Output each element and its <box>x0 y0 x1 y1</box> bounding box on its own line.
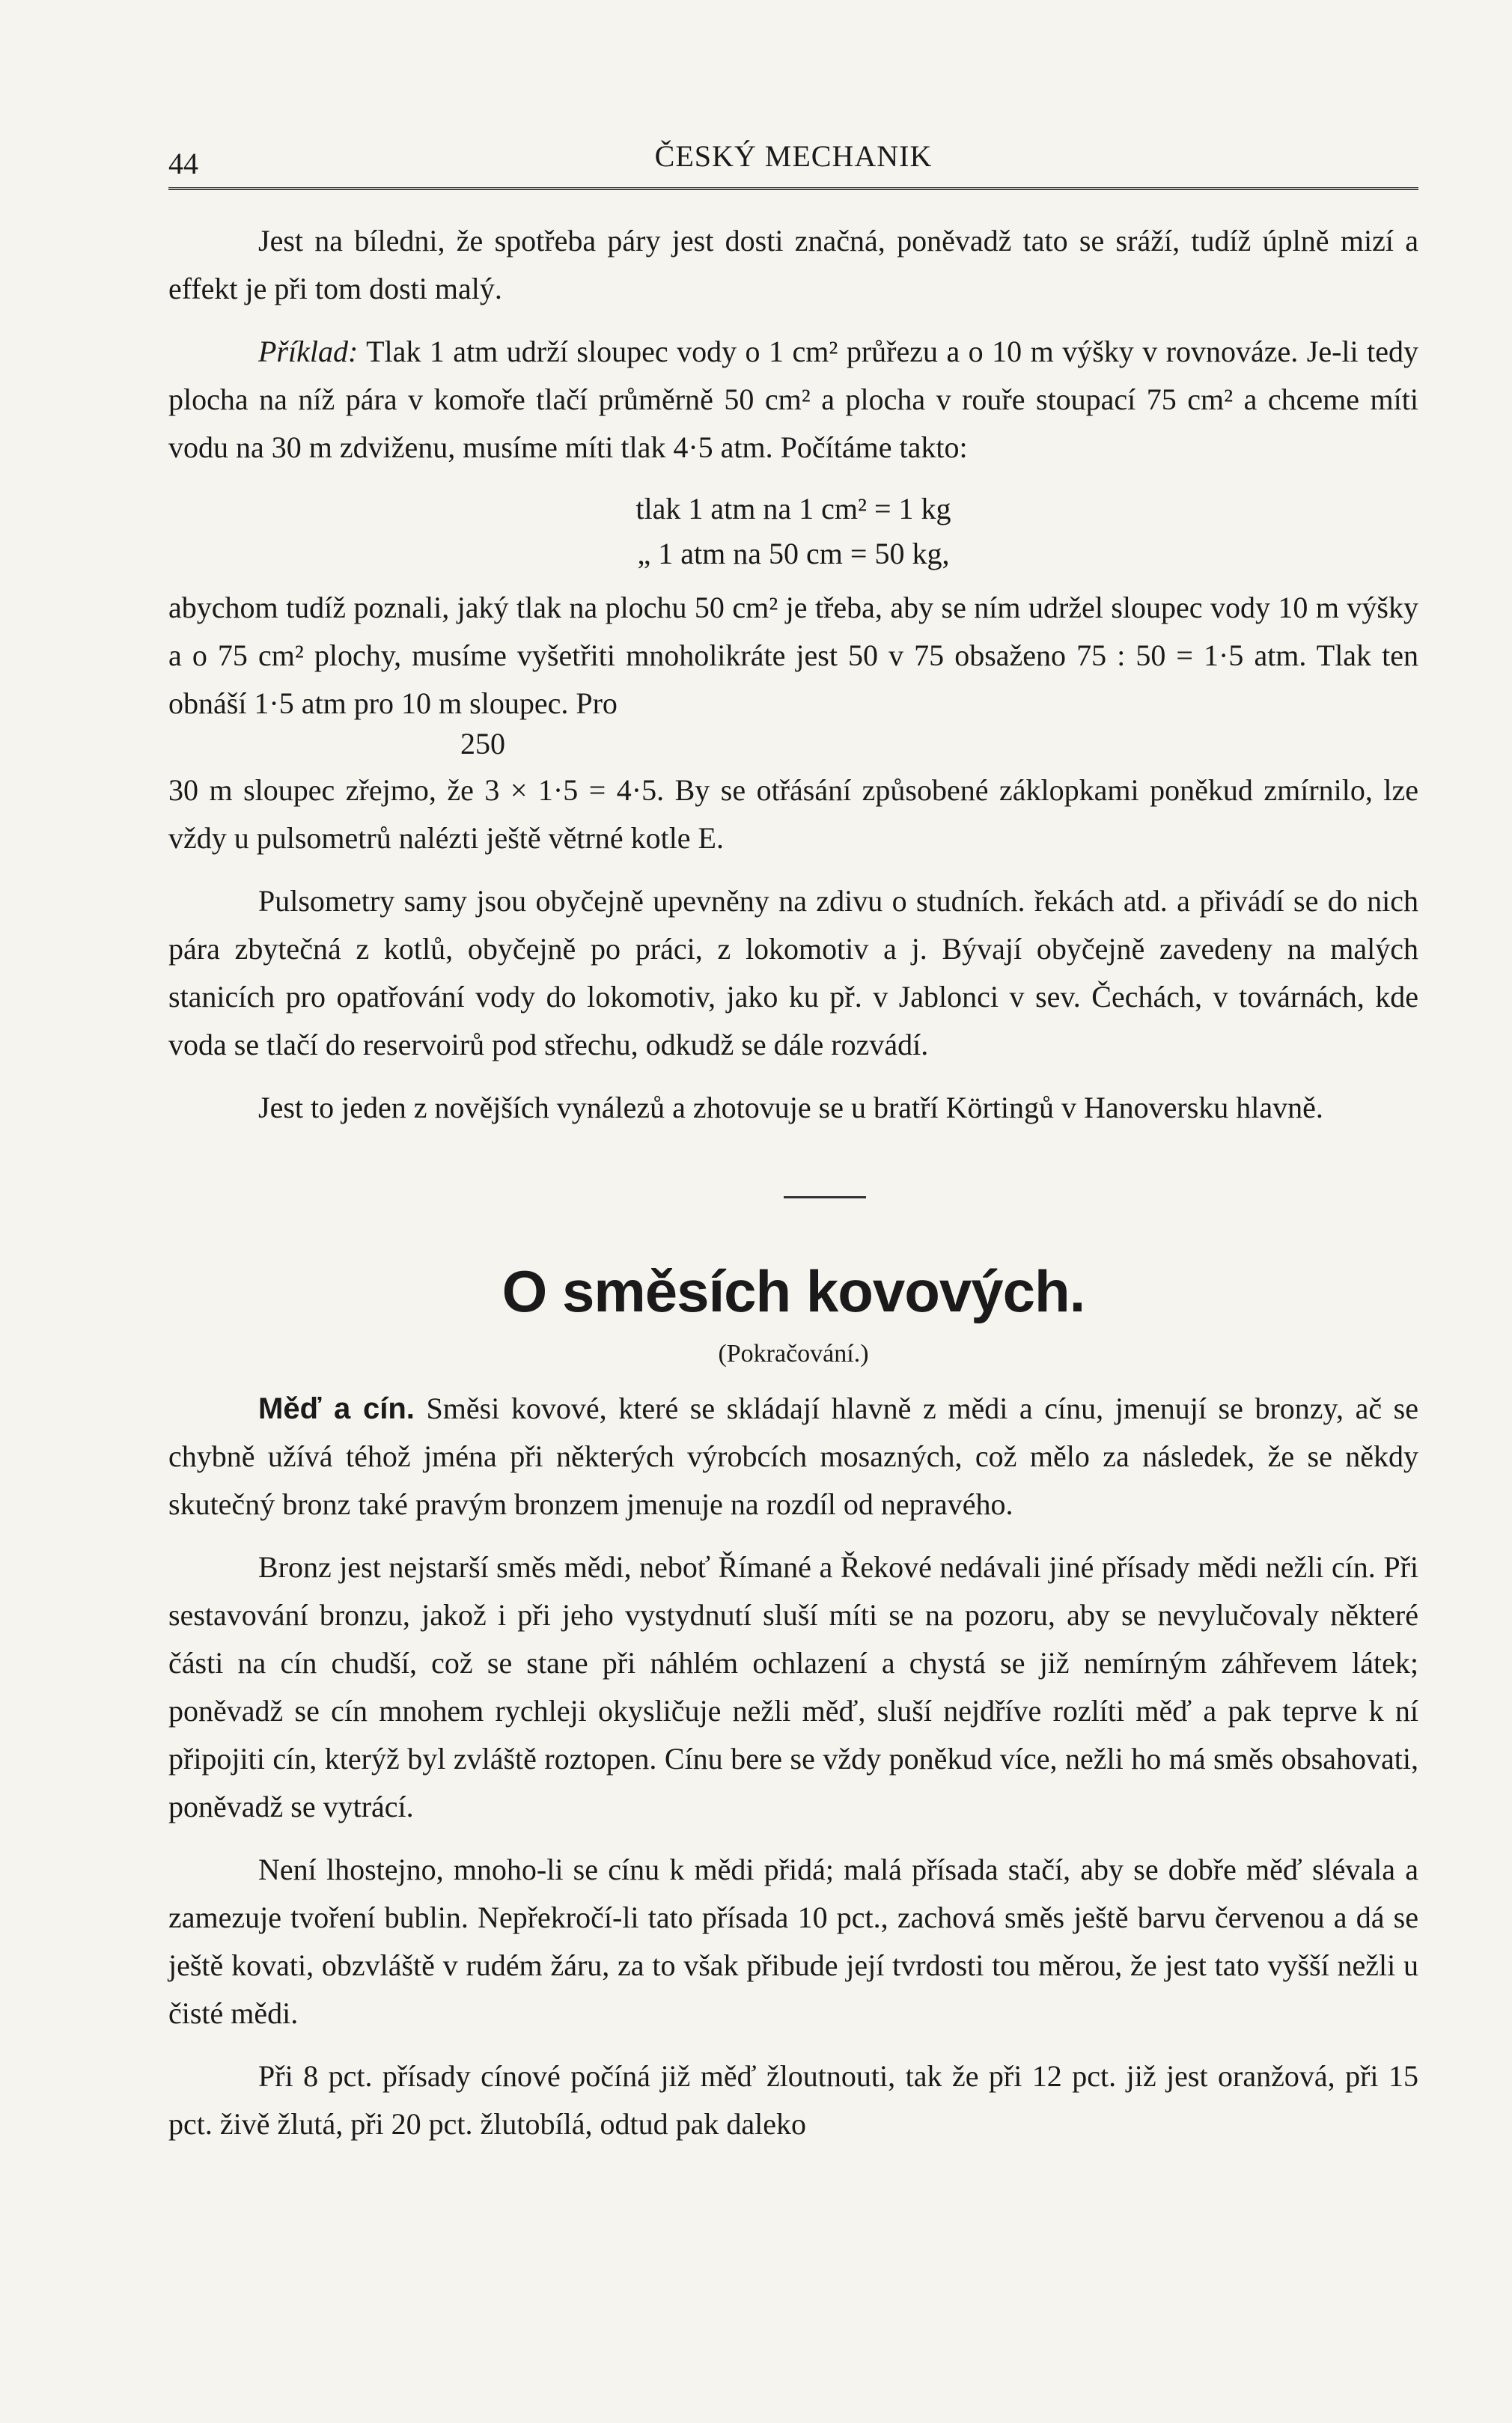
formula-block <box>168 487 1418 576</box>
paragraph: Bronz jest nejstarší směs mědi, neboť Římané a Řekové nedávali jiné přísady mědi nežli cín. Při sestavování bronzu, jakož i při jeho vystydnutí sluší míti se na pozoru, aby se nevylučovaly některé části na cín chudší, což se stane při náhlém ochlazení a chystá se již nemírným záhřevem látek; poněvadž se cín mnohem rychleji okysličuje nežli měď, sluší nejdříve rozlíti měď a pak teprve k ní připojiti cín, kterýž byl zvláště roztopen. Cínu bere se vždy poněkud více, nežli ho má směs obsahovati, poněvadž se vytrácí. <box>168 1550 1418 1823</box>
header-rule <box>168 187 1418 190</box>
paragraph-text: Směsi kovové, které se skládají hlavně z mědi a cínu, jmenují se bronzy, ač se chybně užívá téhož jména při některých výrobcích mosazných, což mělo za následek, že se někdy skutečný bronz také pravým bronzem jmenuje na rozdíl od nepravého. <box>168 1392 1418 1521</box>
section-subtitle: (Pokračování.) <box>718 1340 869 1368</box>
example-paragraph <box>168 328 1418 472</box>
formula-line: tlak 1 atm na 1 cm² = 1 kg <box>635 492 951 525</box>
paragraph: 30 m sloupec zřejmo, že 3 × 1·5 = 4·5. By se otřásání způsobené záklopkami poněkud zmírnilo, lze vždy u pulsometrů nalézti ještě větrné kotle E. <box>168 773 1418 855</box>
paragraph-lead: Měď a cín. <box>258 1392 415 1425</box>
paragraph: Pulsometry samy jsou obyčejně upevněny na zdivu o studních. řekách atd. a přivádí se do nich pára zbytečná z kotlů, obyčejně po práci, z lokomotiv a j. Bývají obyčejně zavedeny na malých stanicích pro opatřování vody do lokomotiv, jako ku př. v Jablonci v sev. Čechách, v továrnách, kde voda se tlačí do reservoirů pod střechu, odkudž se dále rozvádí. <box>168 884 1418 1061</box>
paragraph: Jest to jeden z novějších vynálezů a zhotovuje se u bratří Körtingů v Hanoversku hlavně. <box>258 1091 1323 1124</box>
fraction-denominator: 250 <box>460 727 505 761</box>
example-text: Tlak 1 atm udrží sloupec vody o 1 cm² průřezu a o 10 m výšky v rovnováze. Je-li tedy plocha na níž pára v komoře tlačí průměrně 50 cm² a plocha v rouře stoupací 75 cm² a chceme míti vodu na 30 m zdviženu, musíme míti tlak 4·5 atm. Počítáme takto: <box>168 335 1418 464</box>
formula-line: „ 1 atm na 50 cm = 50 kg, <box>637 537 950 570</box>
section-divider <box>784 1196 866 1198</box>
example-label: Příklad: <box>258 335 359 368</box>
page-number: 44 <box>168 147 198 180</box>
alloys-section <box>168 1385 1418 2163</box>
paragraph: Jest na bíledni, že spotřeba páry jest dosti značná, poněvadž tato se sráží, tudíž úplně mizí a effekt je při tom dosti malý. <box>168 224 1418 305</box>
pulsometer-section <box>168 217 1418 1147</box>
paragraph: abychom tudíž poznali, jaký tlak na plochu 50 cm² je třeba, aby se ním udržel sloupec vody 10 m výšky a o 75 cm² plochy, musíme vyšetřiti mnoholikráte jest 50 v 75 obsaženo 75 : 50 = 1·5 atm. Tlak ten obnáší 1·5 atm pro 10 m sloupec. Pro <box>168 591 1418 720</box>
section-title: O směsích kovových. <box>502 1258 1085 1324</box>
paragraph: Není lhostejno, mnoho-li se cínu k mědi přidá; malá přísada stačí, aby se dobře měď slévala a zamezuje tvoření bublin. Nepřekročí-li tato přísada 10 pct., zachová směs ještě barvu červenou a dá se ještě kovati, obzvláště v rudém žáru, za to však přibude její tvrdosti tou měrou, že jest tato vyšší nežli u čisté mědi. <box>168 1853 1418 2030</box>
paragraph <box>168 1385 1418 1529</box>
paragraph: Při 8 pct. přísady cínové počíná již měď žloutnouti, tak že při 12 pct. již jest oranžová, při 15 pct. živě žlutá, při 20 pct. žlutobílá, odtud pak daleko <box>168 2059 1418 2141</box>
running-title: ČESKÝ MECHANIK <box>654 139 933 173</box>
